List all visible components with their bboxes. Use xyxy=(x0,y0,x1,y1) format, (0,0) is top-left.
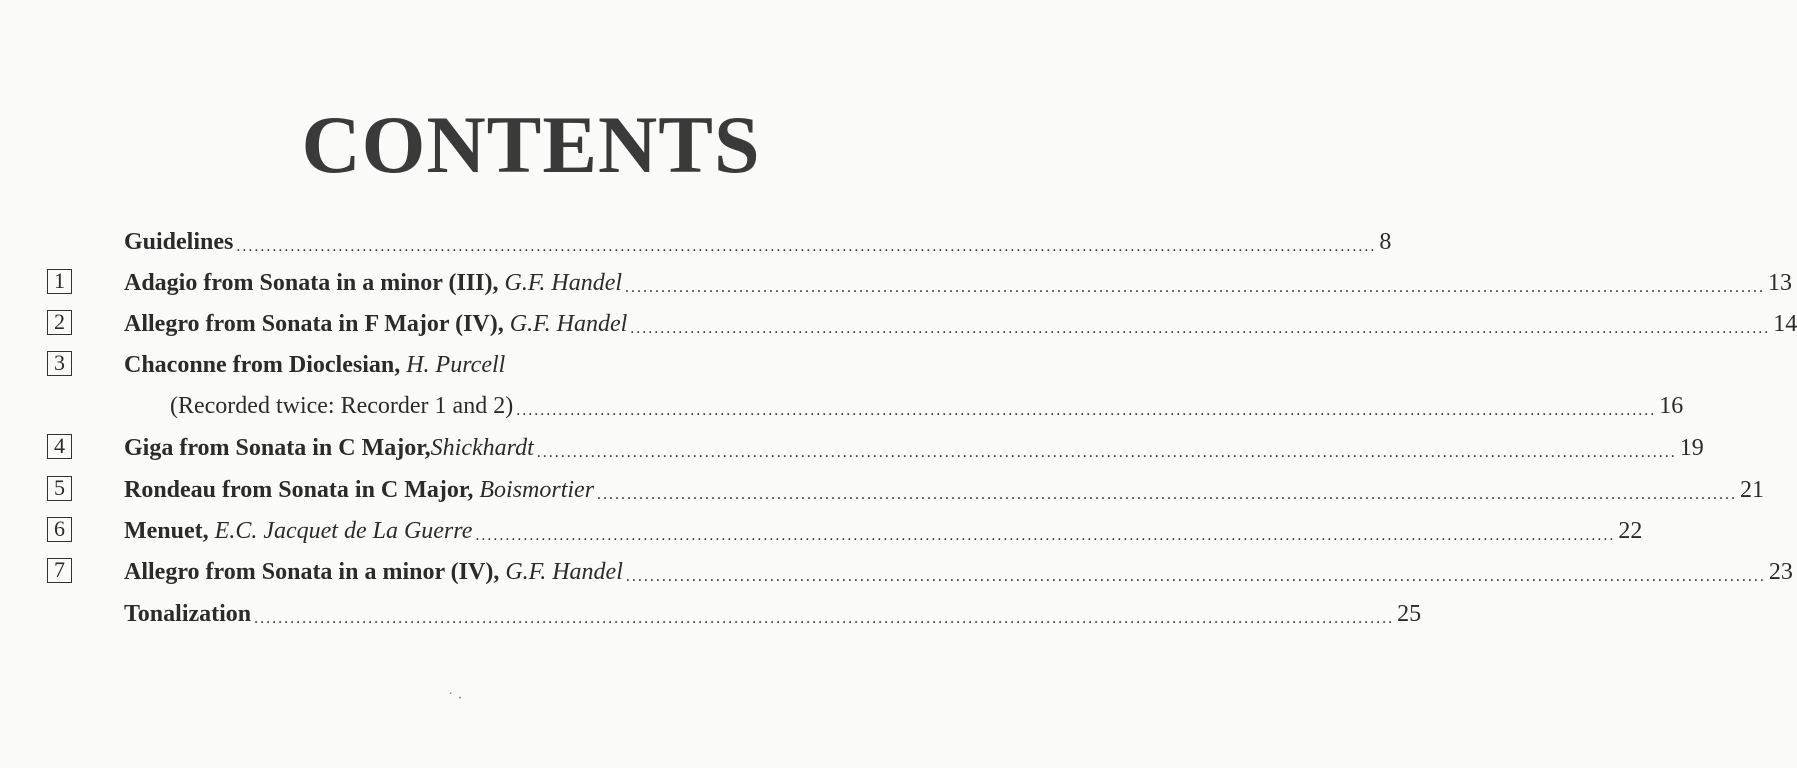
track-number-box: 4 xyxy=(47,434,72,459)
page-number: 23 xyxy=(1768,559,1793,585)
page-number: 13 xyxy=(1768,270,1793,296)
track-number-box: 6 xyxy=(47,517,72,542)
track-number-box: 3 xyxy=(47,351,72,376)
page-number: 22 xyxy=(1618,518,1643,544)
entry-composer: Shickhardt xyxy=(430,435,534,461)
entry-title: Tonalization xyxy=(124,601,252,627)
toc-entry-1 xyxy=(0,263,1793,303)
toc-entry-4 xyxy=(0,428,1704,468)
track-number-box: 5 xyxy=(47,476,72,501)
entry-title: Rondeau from Sonata in C Major, xyxy=(124,477,474,503)
page-number: 21 xyxy=(1740,477,1765,503)
entry-composer: Boismortier xyxy=(479,477,595,503)
entry-title: Allegro from Sonata in a minor (IV), xyxy=(124,559,500,585)
toc-entry-guidelines xyxy=(0,222,1392,262)
dot-leader: .............................................................................................................................................................................................. xyxy=(536,444,1677,461)
entry-composer: G.F. Handel xyxy=(505,559,623,585)
toc-entry-5 xyxy=(0,470,1765,510)
page-title: CONTENTS xyxy=(301,99,761,190)
dot-leader: .............................................................................................................................................................................................. xyxy=(625,568,1766,585)
scan-specks: ˙ · xyxy=(448,690,463,707)
toc-entry-2 xyxy=(0,304,1797,344)
entry-composer: G.F. Handel xyxy=(504,270,623,296)
toc-entry-7 xyxy=(0,552,1793,592)
dot-leader: .............................................................................................................................................................................................. xyxy=(597,486,1738,503)
track-number-box: 2 xyxy=(47,310,72,335)
entry-composer: H. Purcell xyxy=(406,352,506,378)
entry-title: Menuet, xyxy=(124,518,209,544)
dot-leader: .............................................................................................................................................................................................. xyxy=(475,527,1616,544)
toc-entry-3 xyxy=(0,345,1024,385)
entry-composer: E.C. Jacquet de La Guerre xyxy=(214,518,473,544)
dot-leader: .............................................................................................................................................................................................. xyxy=(630,320,1771,337)
dot-leader: .............................................................................................................................................................................................. xyxy=(254,610,1395,627)
entry-note: (Recorded twice: Recorder 1 and 2) xyxy=(170,393,514,419)
dot-leader: .............................................................................................................................................................................................. xyxy=(516,402,1657,419)
entry-title: Allegro from Sonata in F Major (IV), xyxy=(124,311,504,337)
entry-title: Guidelines xyxy=(124,229,234,255)
toc-entry-3-continued xyxy=(0,386,1684,426)
page-number: 14 xyxy=(1773,311,1797,337)
entry-title: Giga from Sonata in C Major, xyxy=(124,435,431,461)
entry-composer: G.F. Handel xyxy=(509,311,628,337)
toc-entry-6 xyxy=(0,511,1643,551)
page-number: 16 xyxy=(1659,393,1684,419)
dot-leader: .............................................................................................................................................................................................. xyxy=(236,238,1377,255)
toc-entry-tonalization xyxy=(0,594,1422,634)
dot-leader: .............................................................................................................................................................................................. xyxy=(625,279,1766,296)
track-number-box: 1 xyxy=(47,269,72,294)
entry-title: Adagio from Sonata in a minor (III), xyxy=(124,270,499,296)
track-number-box: 7 xyxy=(47,558,72,583)
page-number: 25 xyxy=(1397,601,1422,627)
entry-title: Chaconne from Dioclesian, xyxy=(124,352,401,378)
page-number: 8 xyxy=(1379,229,1392,255)
page-number: 19 xyxy=(1679,435,1704,461)
